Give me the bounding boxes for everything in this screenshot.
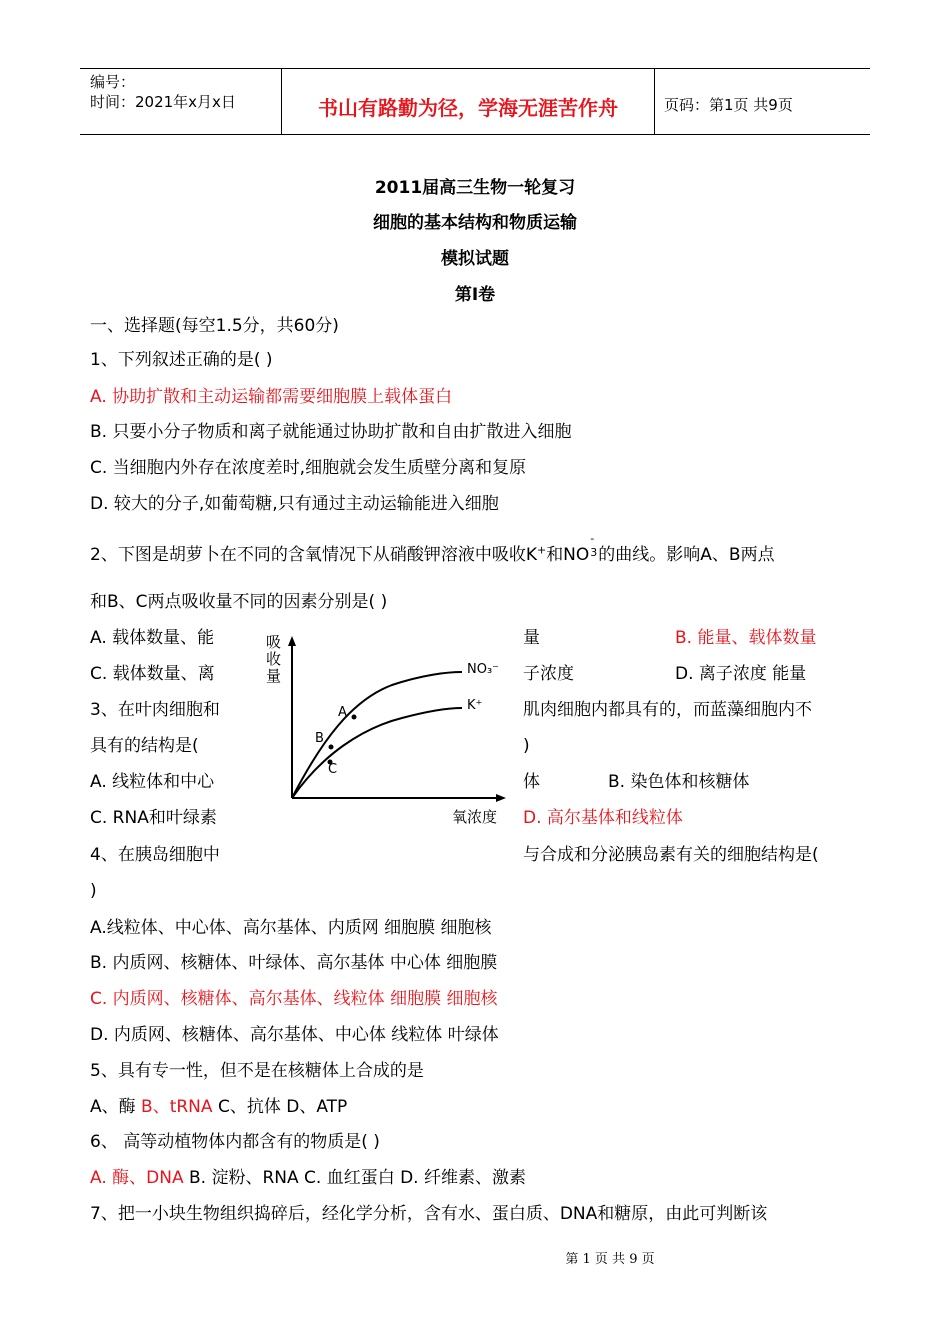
graph-curve-top-label: NO₃⁻	[467, 662, 500, 677]
q6-option-rest: B. 淀粉、RNA C. 血红蛋白 D. 纤维素、激素	[183, 1168, 526, 1188]
q3-stem-right: 肌肉细胞内都具有的，而蓝藻细胞内不	[523, 700, 812, 720]
q4-option-c: C. 内质网、核糖体、高尔基体、线粒体 细胞膜 细胞核	[90, 989, 498, 1009]
title-line-4: 第Ⅰ卷	[454, 285, 496, 305]
q1-stem: 1、下列叙述正确的是( )	[90, 350, 273, 370]
header-motto: 书山有路勤为径，学海无涯苦作舟	[318, 96, 618, 120]
page-footer: 第 1 页 共 9 页	[565, 1252, 655, 1267]
q6-options	[90, 1168, 526, 1188]
header-divider-right	[654, 68, 655, 135]
q2-no3-subscript: 3	[590, 546, 598, 559]
q6-option-a: A. 酶、DNA	[90, 1168, 184, 1188]
header-number-label: 编号：	[90, 73, 136, 91]
q5-options	[90, 1097, 347, 1117]
q1-option-a: A. 协助扩散和主动运输都需要细胞膜上载体蛋白	[90, 387, 453, 407]
q2-k-superscript: +	[536, 543, 547, 557]
graph-point-b	[329, 745, 334, 750]
q5-option-b: B、tRNA	[141, 1097, 213, 1117]
q4-option-d: D. 内质网、核糖体、高尔基体、中心体 线粒体 叶绿体	[90, 1025, 499, 1045]
q3-stem-line2-right: )	[523, 736, 530, 756]
graph-label-c: C	[328, 762, 338, 777]
q7-stem: 7、把一小块生物组织捣碎后，经化学分析，含有水、蛋白质、DNA和糖原，由此可判断该	[90, 1204, 768, 1224]
q2-stem	[90, 532, 775, 565]
graph-svg	[262, 630, 512, 830]
graph-x-label: 氧浓度	[452, 808, 498, 826]
q1-option-c: C. 当细胞内外存在浓度差时,细胞就会发生质壁分离和复原	[90, 458, 527, 478]
q2-stem-part-c: 的曲线。影响A、B两点	[598, 545, 775, 565]
q2-stem-part-b: 和NO	[546, 545, 590, 565]
q1-option-d: D. 较大的分子,如葡萄糖,只有通过主动运输能进入细胞	[90, 494, 499, 514]
q5-stem: 5、具有专一性，但不是在核糖体上合成的是	[90, 1061, 424, 1081]
q2-stem-part-a: 2、下图是胡萝卜在不同的含氧情况下从硝酸钾溶液中吸收K	[90, 545, 537, 565]
header-date-label: 时间：2021年x月x日	[90, 93, 236, 111]
header-bottom-rule	[80, 134, 870, 135]
graph-point-a	[352, 715, 357, 720]
graph-label-a: A	[338, 705, 347, 720]
q3-option-c-left: C. RNA和叶绿素	[90, 808, 217, 828]
q2-no3-marks	[589, 532, 598, 560]
q3-stem-line2-left: 具有的结构是(	[90, 736, 199, 756]
q3-option-b: B. 染色体和核糖体	[608, 772, 750, 792]
q5-option-rest: C、抗体 D、ATP	[212, 1097, 348, 1117]
header-top-rule	[80, 68, 870, 69]
q3-option-a-right: 体	[523, 772, 540, 792]
q1-option-b: B. 只要小分子物质和离子就能通过协助扩散和自由扩散进入细胞	[90, 422, 572, 442]
q4-option-b: B. 内质网、核糖体、叶绿体、高尔基体 中心体 细胞膜	[90, 953, 498, 973]
section-heading: 一、选择题(每空1.5分，共60分)	[90, 316, 339, 336]
absorption-graph	[262, 630, 512, 830]
q6-stem: 6、 高等动植物体内都含有的物质是( )	[90, 1132, 380, 1152]
q2-no3-superscript: -	[590, 532, 595, 545]
q4-stem-close: )	[90, 881, 97, 901]
graph-x-arrow	[496, 794, 506, 802]
graph-curve-bottom-label: K⁺	[467, 698, 483, 713]
q2-option-d: D. 离子浓度 能量	[675, 664, 807, 684]
header-divider-left	[281, 68, 282, 135]
q4-stem-right: 与合成和分泌胰岛素有关的细胞结构是(	[523, 845, 819, 865]
graph-label-b: B	[315, 731, 324, 746]
q2-option-b: B. 能量、载体数量	[675, 628, 817, 648]
q4-option-a: A.线粒体、中心体、高尔基体、内质网 细胞膜 细胞核	[90, 918, 492, 938]
header-page-label: 页码：第1页 共9页	[664, 96, 793, 114]
q2-option-c-right: 子浓度	[523, 664, 574, 684]
title-line-1: 2011届高三生物一轮复习	[374, 178, 576, 198]
q5-option-a: A、酶	[90, 1097, 142, 1117]
title-line-2: 细胞的基本结构和物质运输	[373, 213, 577, 233]
q2-option-a-right: 量	[523, 628, 540, 648]
title-line-3: 模拟试题	[441, 249, 509, 269]
q3-option-d: D. 高尔基体和线粒体	[523, 808, 683, 828]
graph-y-label: 吸收量	[266, 633, 282, 685]
graph-y-arrow	[288, 636, 296, 646]
q3-stem-left: 3、在叶肉细胞和	[90, 700, 220, 720]
q2-stem-line-2: 和B、C两点吸收量不同的因素分别是( )	[90, 592, 388, 612]
q2-option-c-left: C. 载体数量、离	[90, 664, 215, 684]
q4-stem-left: 4、在胰岛细胞中	[90, 845, 220, 865]
q3-option-a-left: A. 线粒体和中心	[90, 772, 215, 792]
q2-option-a-left: A. 载体数量、能	[90, 628, 215, 648]
